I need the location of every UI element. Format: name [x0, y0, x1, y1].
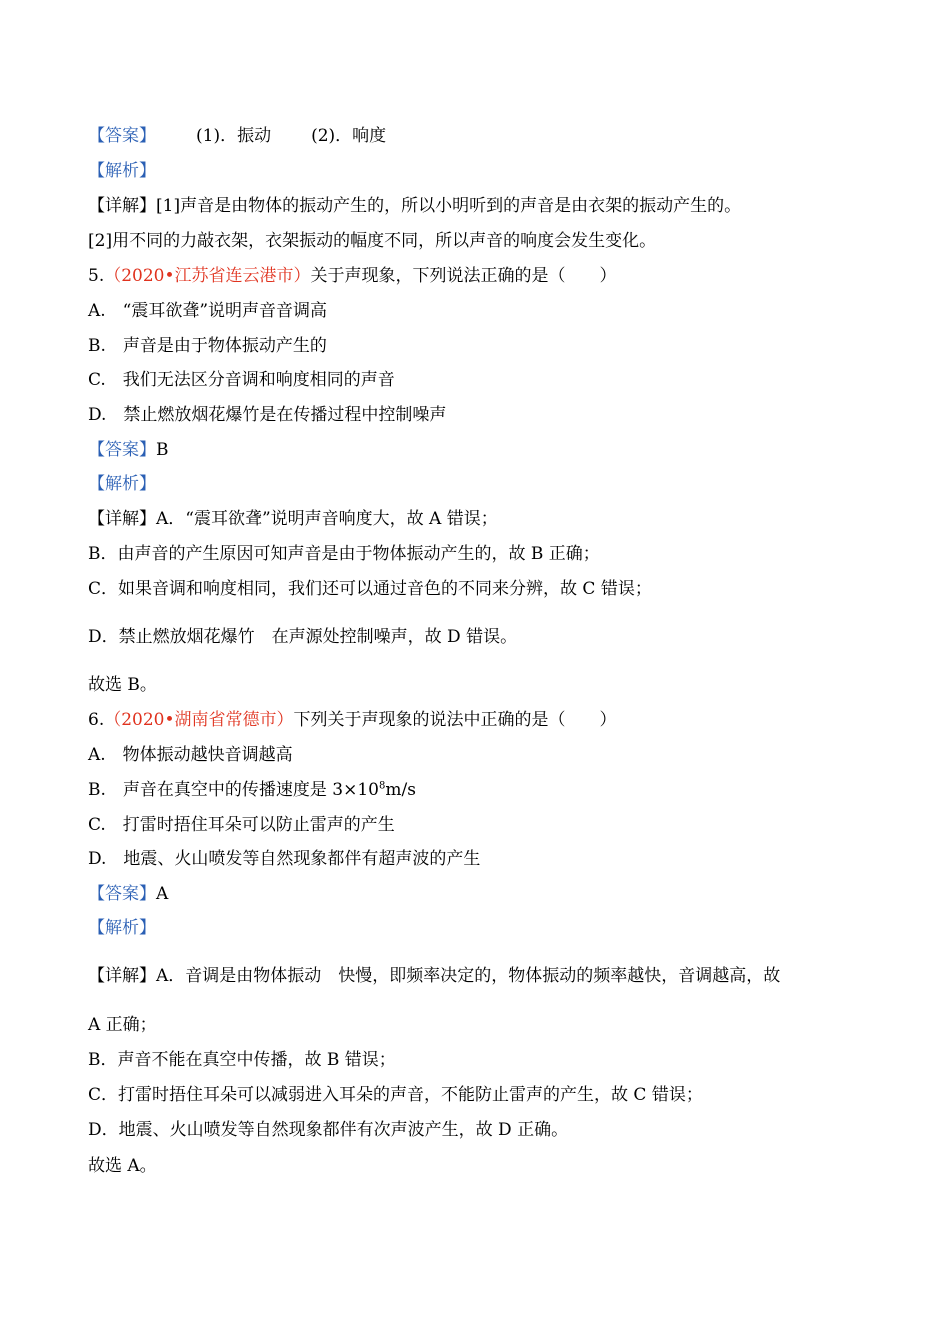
- q4-analysis-label: 【解析】: [88, 161, 156, 181]
- question-text: 下列关于声现象的说法中正确的是（ ）: [293, 710, 617, 730]
- q5-conclusion: 故选 B。: [88, 675, 157, 695]
- question-number: 6.: [88, 710, 105, 730]
- q5-detail-c: C．如果音调和响度相同，我们还可以通过音色的不同来分辨，故 C 错误；: [88, 579, 652, 599]
- q5-stem: [88, 264, 617, 288]
- answer-1: (1)．振动: [196, 126, 272, 146]
- question-number: 5.: [88, 266, 105, 286]
- q5-answer-line: [88, 438, 169, 462]
- q6-answer-line: [88, 882, 168, 906]
- q4-detail-2: [2]用不同的力敲衣架，衣架振动的幅度不同，所以声音的响度会发生变化。: [88, 231, 657, 251]
- q6-option-b: B. 声音在真空中的传播速度是 $3\times 10^8m/s$: [88, 780, 416, 800]
- q5-detail-b: B．由声音的产生原因可知声音是由于物体振动产生的，故 B 正确；: [88, 544, 600, 564]
- answer-value: B: [156, 440, 169, 460]
- question-text: 关于声现象，下列说法正确的是（ ）: [310, 266, 617, 286]
- q5-option-a: A. “震耳欲聋”说明声音音调高: [88, 301, 328, 321]
- q6-stem: [88, 708, 617, 732]
- q4-detail-1: 【详解】[1]声音是由物体的振动产生的，所以小明听到的声音是由衣架的振动产生的。: [88, 196, 742, 216]
- answer-label: 【答案】: [88, 884, 156, 904]
- question-source: （2020•湖南省常德市）: [104, 710, 294, 730]
- q6-detail-b: B．声音不能在真空中传播，故 B 错误；: [88, 1050, 396, 1070]
- q5-option-d: D. 禁止燃放烟花爆竹是在传播过程中控制噪声: [88, 405, 447, 425]
- q6-option-d: D. 地震、火山喷发等自然现象都伴有超声波的产生: [88, 849, 481, 869]
- detail-label: 【详解】: [88, 966, 156, 986]
- q6-detail-d: D．地震、火山喷发等自然现象都伴有次声波产生，故 D 正确。: [88, 1120, 569, 1140]
- answer-label: 【答案】: [88, 440, 156, 460]
- q6-detail-a-2: A 正确；: [88, 1015, 157, 1035]
- q5-option-c: C. 我们无法区分音调和响度相同的声音: [88, 370, 395, 390]
- answer-value: A: [156, 884, 169, 904]
- exponent: 8: [379, 780, 386, 792]
- q6-analysis-label: 【解析】: [88, 918, 156, 938]
- q5-detail-a: 【详解】A．“震耳欲聋”说明声音响度大，故 A 错误；: [88, 509, 498, 529]
- q4-answer-line: [88, 124, 386, 148]
- question-source: （2020•江苏省连云港市）: [104, 266, 311, 286]
- detail-label: 【详解】: [88, 196, 156, 216]
- q6-option-c: C. 打雷时捂住耳朵可以防止雷声的产生: [88, 815, 395, 835]
- q5-analysis-label: 【解析】: [88, 474, 156, 494]
- answer-label: 【答案】: [88, 126, 156, 146]
- q6-detail-a-1: 【详解】A．音调是由物体振动 快慢，即频率决定的，物体振动的频率越快，音调越高，故: [88, 966, 781, 986]
- q6-conclusion: 故选 A。: [88, 1156, 157, 1176]
- q5-option-b: B. 声音是由于物体振动产生的: [88, 336, 327, 356]
- q6-detail-c: C．打雷时捂住耳朵可以减弱进入耳朵的声音，不能防止雷声的产生，故 C 错误；: [88, 1085, 703, 1105]
- q6-option-a: A. 物体振动越快音调越高: [88, 745, 293, 765]
- detail-label: 【详解】: [88, 509, 156, 529]
- q5-detail-d: D．禁止燃放烟花爆竹 在声源处控制噪声，故 D 错误。: [88, 627, 518, 647]
- answer-2: (2)．响度: [311, 126, 387, 146]
